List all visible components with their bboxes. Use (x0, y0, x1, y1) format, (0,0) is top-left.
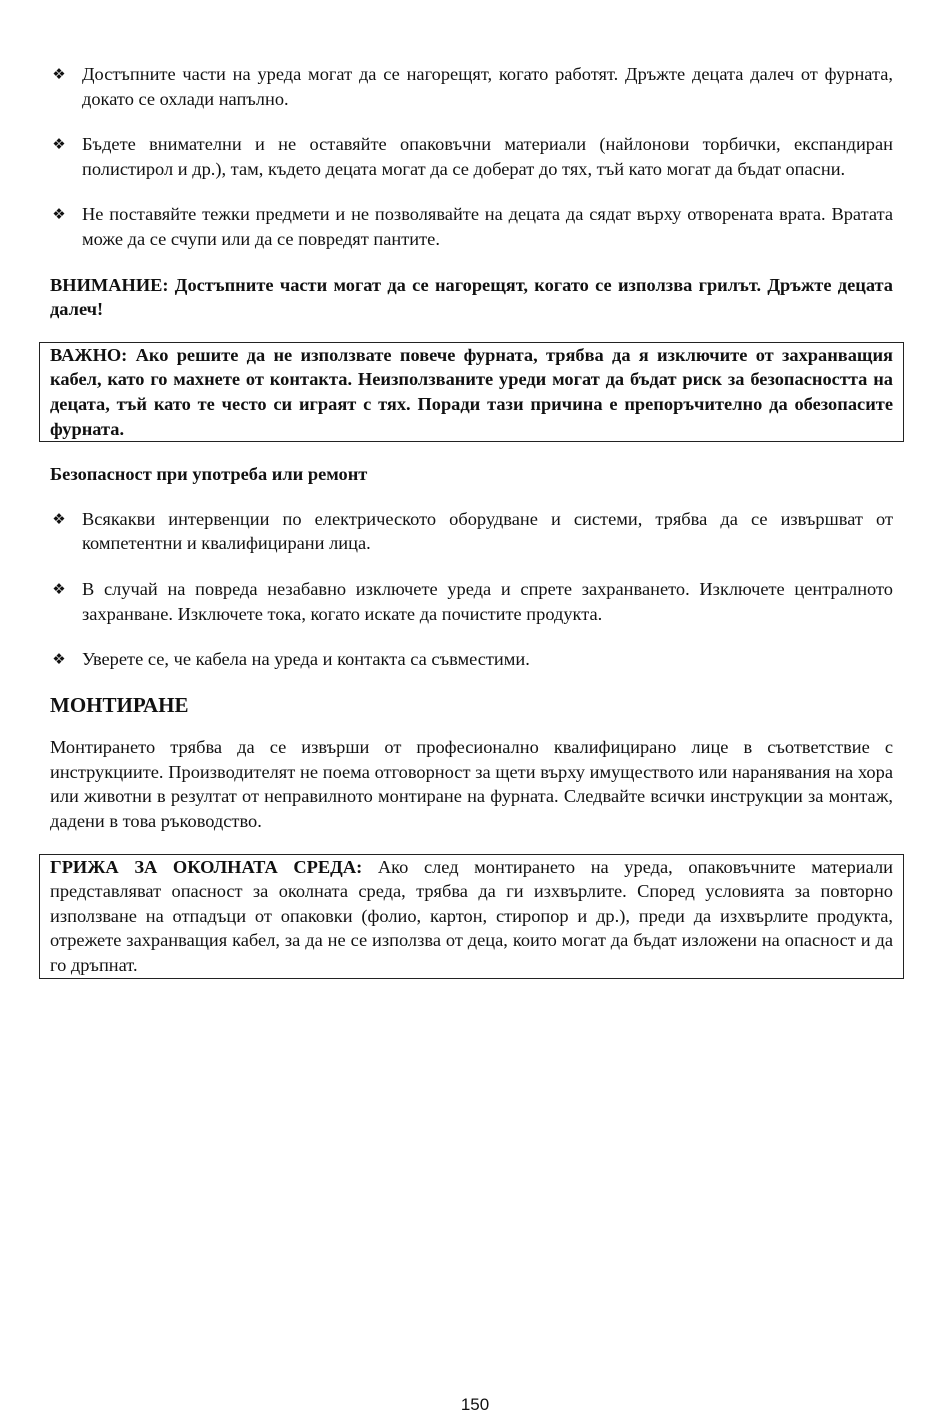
list-item (50, 62, 893, 111)
environment-notice-text: Ако след монтирането на уреда, опаковъчните материали представляват опасност за околната среда, трябва да ги изхвърлите. Според условията за повторно използване на отпадъци от опаковки (фолио, картон, стиропор и др.), преди да изхвърлите продукта, отрежете захранващия кабел, за да не се използва от деца, които могат да бъдат изложени на опасност и да го дръпнат. (50, 856, 893, 976)
installation-heading: МОНТИРАНЕ (50, 692, 189, 717)
list-item-text: Всякакви интервенции по електрическото оборудване и системи, трябва да се извършват от компетентни и квалифицирани лица. (82, 508, 893, 554)
list-item (50, 507, 893, 556)
list-item (50, 202, 893, 251)
environment-notice-box (39, 854, 904, 979)
list-item (50, 577, 893, 626)
list-item-text: Достъпните части на уреда могат да се нагорещят, когато работят. Дръжте децата далеч от фурната, докато се охлади напълно. (82, 64, 893, 109)
diamond-bullet-icon: ❖ (52, 135, 66, 154)
safety-heading: Безопасност при употреба или ремонт (50, 464, 368, 485)
document-page (50, 62, 893, 999)
warning-notice: ВНИМАНИЕ: Достъпните части могат да се нагорещят, когато се използва грилът. Дръжте децата далеч! (50, 274, 893, 320)
important-notice-box (39, 342, 904, 442)
list-item-text: Уверете се, че кабела на уреда и контакта са съвместими. (82, 649, 530, 670)
diamond-bullet-icon: ❖ (52, 205, 66, 224)
list-item-text: Бъдете внимателни и не оставяйте опаковъчни материали (найлонови торбички, експандиран полистирол и др.), там, където децата могат да се доберат до тях, тъй като могат да бъдат опасни. (82, 134, 893, 179)
page-number: 150 (460, 1395, 490, 1414)
list-item-text: В случай на повреда незабавно изключете уреда и спрете захранването. Изключете централното захранване. Изключете тока, когато искате да почистите продукта. (82, 578, 893, 624)
list-item (50, 647, 893, 672)
diamond-bullet-icon: ❖ (52, 65, 66, 83)
diamond-bullet-icon: ❖ (52, 509, 66, 528)
installation-paragraph: Монтирането трябва да се извърши от професионално квалифицирано лице в съответствие с инструкциите. Производителят не поема отговорност за щети върху имуществото или наранявания на хора или животни в резултат от неправилното монтиране на фурната. Следвайте всички инструкции за монтаж, дадени в това ръководство. (50, 737, 893, 832)
environment-notice-label: ГРИЖА ЗА ОКОЛНАТА СРЕДА: (50, 856, 363, 877)
diamond-bullet-icon: ❖ (52, 650, 66, 669)
diamond-bullet-icon: ❖ (52, 579, 66, 598)
list-item-text: Не поставяйте тежки предмети и не позволявайте на децата да сядат върху отворената врата. Вратата може да се счупи или да се повредят пантите. (82, 204, 893, 249)
important-notice-text: ВАЖНО: Ако решите да не използвате повече фурната, трябва да я изключите от захранващия кабел, като го махнете от контакта. Неизползваните уреди могат да бъдат риск за безопасността на децата, тъй като те често си играят с тях. Поради тази причина е препоръчително да обезопасите фурната. (50, 344, 893, 439)
list-item (50, 132, 893, 181)
